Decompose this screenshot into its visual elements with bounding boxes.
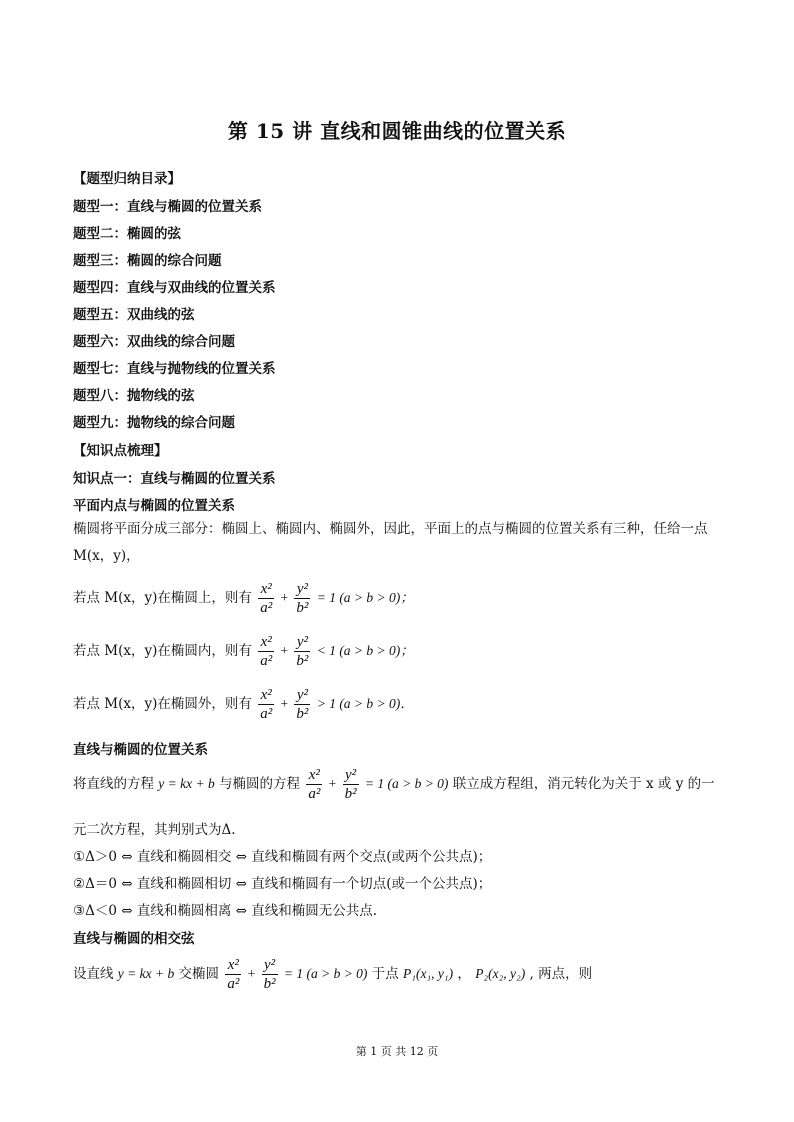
line-equation: y = kx + b [117,966,175,981]
chord-text: 交椭圆 [178,966,220,982]
y-fraction: $\frac{\text{y²}}{\text{b²}}$ [296,634,309,669]
separator: ， [457,966,471,982]
x-fraction: $\frac{\text{x²}}{\text{a²}}$ [260,687,273,722]
method-text: 与椭圆的方程 [219,776,301,792]
method-text: 将直线的方程 [73,776,154,792]
toc-item: 题型一：直线与椭圆的位置关系 [73,199,262,215]
chord-text: , 两点，则 [529,966,593,982]
method-line-continued: 元二次方程，其判别式为Δ. [73,822,236,838]
case-intersect: ①Δ＞0 ⇔ 直线和椭圆相交 ⇔ 直线和椭圆有两个交点(或两个公共点)； [73,849,492,865]
relation: = 1 (a > b > 0) [364,776,449,791]
intro-paragraph: 椭圆将平面分成三部分：椭圆上、椭圆内、椭圆外，因此，平面上的点与椭圆的位置关系有三种，任给一点 M(x，y)， [73,521,708,564]
case-separate: ③Δ＜0 ⇔ 直线和椭圆相离 ⇔ 直线和椭圆无公共点. [73,903,378,919]
case-tangent: ②Δ＝0 ⇔ 直线和椭圆相切 ⇔ 直线和椭圆有一个切点(或一个公共点)； [73,876,492,892]
chord-text: 于点 [371,966,399,982]
section-heading: 平面内点与椭圆的位置关系 [73,498,235,514]
relation: = 1 (a > b > 0) [283,966,368,981]
method-text: 联立成方程组，消元转化为关于 x 或 y 的一 [452,776,715,792]
knowledge-heading: 【知识点梳理】 [73,443,168,459]
condition-in-ellipse: 若点 M(x，y)在椭圆内，则有 $\frac{\text{x²}}{\text{a²}}$ + $\frac{\text{y²}}{\text{b²}}$ < 1 (a > b > 0)； [73,634,414,669]
section-heading: 直线与椭圆的相交弦 [73,931,195,947]
x-fraction: $\frac{\text{x²}}{\text{a²}}$ [260,581,273,616]
point-p2: P₂(x₂, y₂) [475,966,526,981]
line-equation: y = kx + b [158,776,215,791]
toc-item: 题型三：椭圆的综合问题 [73,253,222,269]
condition-text: 若点 M(x，y)在椭圆外，则有 [73,696,252,712]
condition-text: 若点 M(x，y)在椭圆上，则有 [73,590,252,606]
chord-text: 设直线 [73,966,114,982]
knowledge-point-title: 知识点一：直线与椭圆的位置关系 [73,471,276,487]
method-line: 将直线的方程 y = kx + b 与椭圆的方程 $\frac{\text{x²}}{\text{a²}}$ + $\frac{\text{y²}}{\text{b²}}$ = 1 (a > b > 0) 联立成方程组，消元转化为关于 x 或 y 的一 [73,767,715,802]
y-fraction: $\frac{\text{y²}}{\text{b²}}$ [296,687,309,722]
toc-item: 题型八：抛物线的弦 [73,388,195,404]
condition-on-ellipse: 若点 M(x，y)在椭圆上，则有 $\frac{\text{x²}}{\text{a²}}$ + $\frac{\text{y²}}{\text{b²}}$ = 1 (a > b > 0)； [73,581,414,616]
toc-item: 题型二：椭圆的弦 [73,226,181,242]
section-heading: 直线与椭圆的位置关系 [73,742,208,758]
condition-text: 若点 M(x，y)在椭圆内，则有 [73,643,252,659]
toc-item: 题型五：双曲线的弦 [73,307,195,323]
toc-item: 题型四：直线与双曲线的位置关系 [73,280,276,296]
chord-line: 设直线 y = kx + b 交椭圆 $\frac{\text{x²}}{\text{a²}}$ + $\frac{\text{y²}}{\text{b²}}$ = 1 (a > b > 0) 于点 P₁(x₁, y₁) ， P₂(x₂, y₂) , 两点，则 [73,957,593,992]
relation: > 1 (a > b > 0)． [316,696,414,711]
toc-heading: 【题型归纳目录】 [73,171,181,187]
relation: < 1 (a > b > 0)； [316,643,414,658]
x-fraction: $\frac{\text{x²}}{\text{a²}}$ [227,957,240,992]
toc-item: 题型六：双曲线的综合问题 [73,334,235,350]
x-fraction: $\frac{\text{x²}}{\text{a²}}$ [308,767,321,802]
y-fraction: $\frac{\text{y²}}{\text{b²}}$ [344,767,357,802]
relation: = 1 (a > b > 0)； [316,590,414,605]
y-fraction: $\frac{\text{y²}}{\text{b²}}$ [263,957,276,992]
page-footer: 第 1 页 共 12 页 [355,1045,439,1058]
page-title: 第 15 讲 直线和圆锥曲线的位置关系 [227,119,567,143]
y-fraction: $\frac{\text{y²}}{\text{b²}}$ [296,581,309,616]
point-p1: P₁(x₁, y₁) [403,966,454,981]
x-fraction: $\frac{\text{x²}}{\text{a²}}$ [260,634,273,669]
toc-item: 题型七：直线与抛物线的位置关系 [73,361,276,377]
toc-item: 题型九：抛物线的综合问题 [73,415,235,431]
condition-out-ellipse: 若点 M(x，y)在椭圆外，则有 $\frac{\text{x²}}{\text{a²}}$ + $\frac{\text{y²}}{\text{b²}}$ > 1 (a > b > 0)． [73,687,414,722]
